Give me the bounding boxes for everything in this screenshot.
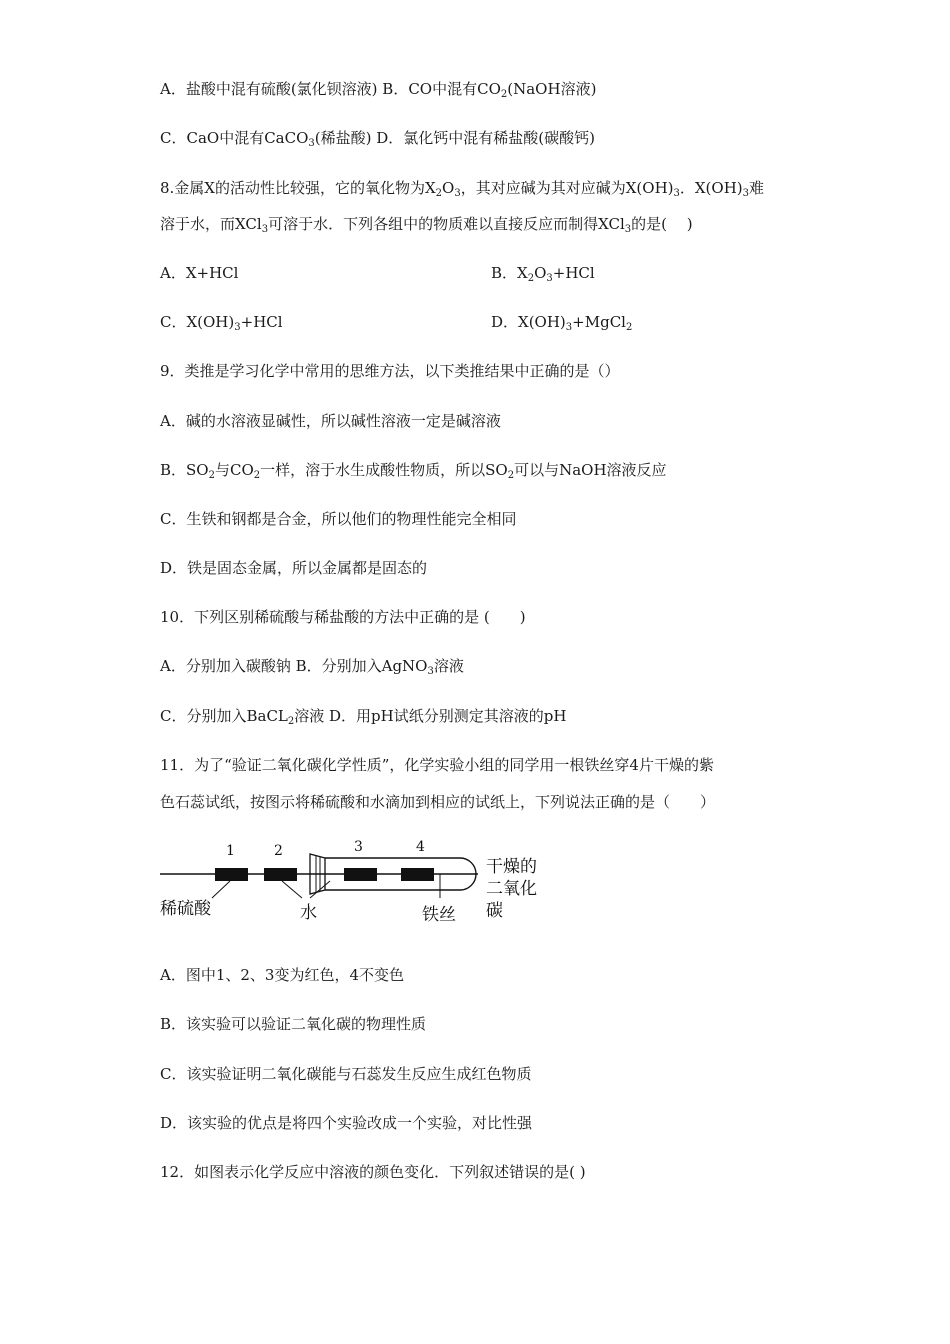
text-segment: (NaOH溶液) — [507, 80, 597, 98]
text-segment: 12．如图表示化学反应中溶液的颜色变化．下列叙述错误的是( ) — [160, 1163, 586, 1181]
text-line — [160, 460, 667, 480]
subscript: 3 — [624, 224, 632, 235]
text-line — [160, 1113, 532, 1133]
text-segment: 难 — [749, 179, 765, 197]
text-segment: A．盐酸中混有硫酸(氯化钡溶液) B．CO中混有CO — [160, 80, 501, 98]
subscript: 3 — [427, 666, 434, 677]
text-segment: 10．下列区别稀硫酸与稀盐酸的方法中正确的是 ( ) — [160, 608, 526, 626]
subscript: 2 — [500, 89, 508, 100]
text-line — [491, 312, 632, 332]
experiment-figure — [160, 830, 560, 930]
subscript: 2 — [625, 322, 633, 333]
text-segment: 的是( ) — [631, 215, 693, 233]
text-line — [160, 79, 596, 99]
text-segment: 8.金属X的活动性比较强，它的氧化物为X — [160, 179, 436, 197]
subscript: 3 — [546, 273, 553, 284]
text-segment: 与CO — [214, 461, 254, 479]
text-segment: B．SO — [160, 461, 209, 479]
label-iron-wire: 铁丝 — [422, 905, 456, 925]
subscript: 3 — [565, 322, 573, 333]
text-line — [491, 263, 595, 283]
text-segment: ．X(OH) — [679, 179, 743, 197]
subscript: 3 — [308, 138, 315, 149]
litmus-strip-1 — [215, 868, 248, 881]
text-segment: 溶液 — [433, 657, 464, 675]
text-segment: 9．类推是学习化学中常用的思维方法，以下类推结果中正确的是（） — [160, 362, 620, 380]
subscript: 3 — [261, 224, 269, 235]
text-line — [160, 607, 526, 627]
strip-number-4: 4 — [416, 839, 425, 855]
text-segment: (稀盐酸) D．氯化钙中混有稀盐酸(碳酸钙) — [314, 129, 595, 147]
text-segment: B．该实验可以验证二氧化碳的物理性质 — [160, 1015, 427, 1033]
text-segment: D．X(OH) — [491, 313, 566, 331]
subscript: 2 — [435, 188, 443, 199]
strip-number-1: 1 — [226, 843, 235, 859]
text-segment: 11．为了“验证二氧化碳化学性质”，化学实验小组的同学用一根铁丝穿4片干燥的紫 — [160, 756, 714, 774]
subscript: 2 — [253, 470, 261, 481]
text-line — [160, 965, 404, 985]
text-segment: 一样，溶于水生成酸性物质，所以SO — [260, 461, 508, 479]
text-line — [160, 558, 427, 578]
text-segment: +HCl — [552, 264, 595, 282]
text-segment: D．该实验的优点是将四个实验改成一个实验，对比性强 — [160, 1114, 533, 1132]
text-line — [160, 509, 516, 529]
text-line — [160, 214, 693, 234]
text-segment: 溶液 D．用pH试纸分别测定其溶液的pH — [294, 707, 567, 725]
text-line — [160, 755, 714, 775]
text-line — [160, 656, 464, 676]
text-segment: C．分别加入BaCL — [160, 707, 288, 725]
subscript: 2 — [287, 716, 295, 727]
text-line — [160, 411, 501, 431]
text-line — [160, 792, 715, 812]
text-segment: C．CaO中混有CaCO — [160, 129, 309, 147]
litmus-strip-2 — [264, 868, 297, 881]
text-segment: 可溶于水．下列各组中的物质难以直接反应而制得XCl — [268, 215, 625, 233]
text-segment: B．X — [491, 264, 528, 282]
subscript: 2 — [507, 470, 515, 481]
subscript: 3 — [234, 322, 241, 333]
text-segment: A．碱的水溶液显碱性，所以碱性溶液一定是碱溶液 — [160, 412, 501, 430]
text-line — [160, 706, 566, 726]
text-segment: O — [442, 179, 455, 197]
strip-number-3: 3 — [354, 839, 363, 855]
subscript: 2 — [527, 273, 535, 284]
text-segment: +HCl — [240, 313, 283, 331]
text-segment: O — [534, 264, 547, 282]
text-line — [160, 361, 620, 381]
text-segment: C．生铁和钢都是合金，所以他们的物理性能完全相同 — [160, 510, 517, 528]
text-line — [160, 1162, 586, 1182]
subscript: 3 — [454, 188, 461, 199]
label-water: 水 — [300, 903, 317, 923]
text-segment: ，其对应碱为其对应碱为X(OH) — [460, 179, 674, 197]
text-segment: A．分别加入碳酸钠 B．分别加入AgNO — [160, 657, 428, 675]
text-segment: 可以与NaOH溶液反应 — [514, 461, 667, 479]
text-segment: 色石蕊试纸，按图示将稀硫酸和水滴加到相应的试纸上，下列说法正确的是（ ） — [160, 793, 716, 811]
label-dilute-sulfuric-acid: 稀硫酸 — [160, 899, 211, 919]
subscript: 3 — [742, 188, 750, 199]
strip-number-2: 2 — [274, 843, 283, 859]
subscript: 2 — [208, 470, 215, 481]
text-line — [160, 312, 283, 332]
text-line — [160, 1064, 531, 1084]
label-dry-co2-line3: 碳 — [486, 901, 503, 921]
text-line — [160, 128, 595, 148]
label-dry-co2-line2: 二氧化 — [486, 879, 537, 899]
subscript: 3 — [673, 188, 680, 199]
text-line — [160, 1014, 426, 1034]
text-segment: A．X+HCl — [160, 264, 239, 282]
text-segment: A．图中1、2、3变为红色，4不变色 — [160, 966, 405, 984]
text-segment: C．该实验证明二氧化碳能与石蕊发生反应生成红色物质 — [160, 1065, 532, 1083]
litmus-strip-4 — [401, 868, 434, 881]
text-segment: D．铁是固态金属，所以金属都是固态的 — [160, 559, 428, 577]
text-line — [160, 263, 238, 283]
text-segment: +MgCl — [572, 313, 626, 331]
text-line — [160, 178, 764, 198]
text-segment: 溶于水，而XCl — [160, 215, 262, 233]
litmus-strip-3 — [344, 868, 377, 881]
text-segment: C．X(OH) — [160, 313, 235, 331]
label-dry-co2-line1: 干燥的 — [486, 857, 537, 877]
